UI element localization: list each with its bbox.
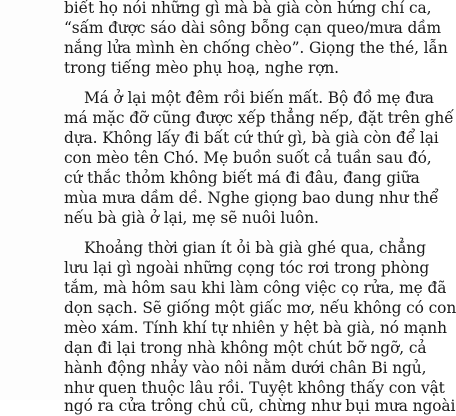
text-line: nắng lửa mình èn chống chèo”. Giọng the thé, lẫn	[64, 39, 448, 57]
text-line: “sấm được sáo dài sông bỗng cạn queo/mưa dầm	[64, 19, 442, 37]
text-line: má mặc đỡ cũng được xếp thẳng nếp, đặt trên ghế	[64, 109, 454, 127]
text-line: trong tiếng mèo phụ hoạ, nghe rợn.	[64, 59, 339, 77]
text-line: lưu lại gì ngoài những cọng tóc rơi trong phòng	[64, 259, 430, 277]
text-line: mèo xám. Tính khí tự nhiên y hệt bà già, nó mạnh	[64, 319, 447, 337]
text-line: biết họ nói những gì mà bà già còn hứng chí ca,	[64, 0, 432, 17]
paragraph-first-line: Má ở lại một đêm rồi biến mất. Bộ đồ mẹ đưa	[84, 89, 434, 107]
paragraph-first-line: Khoảng thời gian ít ỏi bà già ghé qua, chẳng	[84, 239, 426, 257]
text-line: như quen thuộc lâu rồi. Tuyệt không thấy con vật	[64, 379, 445, 397]
text-line: dựa. Không lấy đi bất cứ thứ gì, bà già còn để lại	[64, 129, 439, 147]
text-line: nếu bà già ở lại, mẹ sẽ nuôi luôn.	[64, 209, 319, 227]
text-line: cứ thắc thỏm không biết má đi đâu, đang giữa	[64, 169, 420, 187]
text-line: dạn đi lại trong nhà không một chút bỡ ngỡ, cả	[64, 339, 427, 357]
text-line: dọn sạch. Sẽ giống một giấc mơ, nếu không có con	[64, 299, 456, 317]
text-line: tắm, mà hôm sau khi làm công việc cọ rửa, mẹ đã	[64, 279, 447, 297]
text-line: hành động nhảy vào nôi nằm dưới chân Bi ngủ,	[64, 359, 427, 377]
text-line: ngó ra cửa trông chủ cũ, chừng như bụi mưa ngoài	[64, 397, 456, 415]
text-line: con mèo tên Chó. Mẹ buồn suốt cả tuần sau đó,	[64, 149, 432, 167]
text-line: mùa mưa dầm dề. Nghe giọng bao dung như thể	[64, 189, 439, 207]
